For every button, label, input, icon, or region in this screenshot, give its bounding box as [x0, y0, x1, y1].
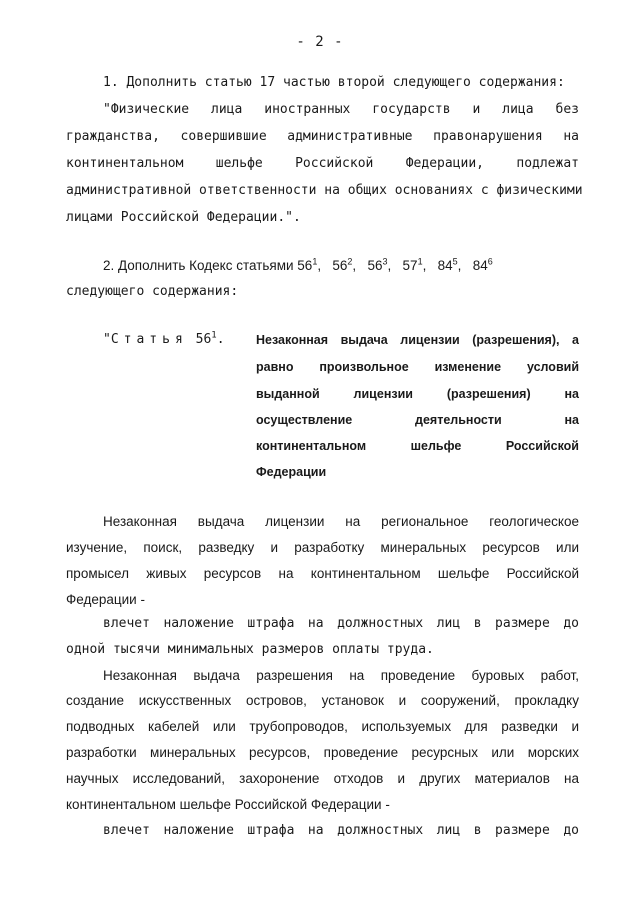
- page-number: - 2 -: [296, 34, 344, 50]
- item1-line-5: административной ответственности на общих основаниях с физическими: [66, 183, 583, 198]
- body-para1-line-2: изучение, поиск, разведку и разработку минеральных ресурсов или: [66, 540, 579, 555]
- body-para1-line-1: Незаконная выдача лицензии на региональное геологическое: [103, 514, 579, 529]
- body-para3-line-1: Незаконная выдача разрешения на проведение буровых работ,: [103, 668, 579, 683]
- item2-article-2: $56^2$,: [332, 256, 357, 273]
- item2-article-4: $57^1$,: [402, 256, 427, 273]
- body-para2-line-2: одной тысячи минимальных размеров оплаты труда.: [66, 642, 434, 657]
- article-word: Статья: [110, 332, 188, 347]
- item2-line-1: [103, 257, 579, 275]
- item2-article-1: $56^1$,: [297, 256, 322, 273]
- item2-article-5: $84^5$,: [437, 256, 462, 273]
- body-para4-line-1: влечет наложение штрафа на должностных лиц в размере до: [103, 823, 579, 838]
- body-para3-line-6: континентальном шельфе Российской Федерации -: [66, 797, 390, 812]
- article-title-line-2: равно произвольное изменение условий: [256, 360, 579, 374]
- article-title-line-4: осуществление деятельности на: [256, 413, 579, 427]
- item1-line-1: 1. Дополнить статью 17 частью второй следующего содержания:: [103, 75, 565, 90]
- article-label: "Статья $56^1$.: [103, 330, 225, 347]
- body-para3-line-3: подводных кабелей или трубопроводов, используемых для разведки и: [66, 719, 579, 734]
- item2-article-3: $56^3$,: [367, 256, 392, 273]
- article-number: 56: [195, 332, 212, 347]
- body-para1-line-4: Федерации -: [66, 592, 145, 607]
- item1-line-4: континентальном шельфе Российской Федерации, подлежат: [66, 156, 579, 171]
- body-para3-line-5: научных исследований, захоронение отходов и других материалов на: [66, 771, 579, 786]
- item2-article-6: $84^6$: [472, 256, 493, 273]
- article-title-line-5: континентальном шельфе Российской: [256, 439, 579, 453]
- item2-line-2: следующего содержания:: [66, 284, 239, 299]
- item1-line-6: лицами Российской Федерации.".: [66, 210, 301, 225]
- body-para3-line-4: разработки минеральных ресурсов, проведение ресурсных или морских: [66, 745, 579, 760]
- item1-line-2: "Физические лица иностранных государств и лица без: [103, 102, 579, 117]
- article-title-line-1: Незаконная выдача лицензии (разрешения), а: [256, 333, 579, 347]
- item2-prefix: 2. Дополнить Кодекс статьями: [103, 258, 298, 273]
- article-title-line-6: Федерации: [256, 465, 327, 479]
- body-para3-line-2: создание искусственных островов, установок и сооружений, прокладку: [66, 693, 579, 708]
- article-title-line-3: выданной лицензии (разрешения) на: [256, 387, 579, 401]
- body-para1-line-3: промысел живых ресурсов на континентальном шельфе Российской: [66, 566, 579, 581]
- item1-line-3: гражданства, совершившие административные правонарушения на: [66, 129, 579, 144]
- body-para2-line-1: влечет наложение штрафа на должностных лиц в размере до: [103, 616, 579, 631]
